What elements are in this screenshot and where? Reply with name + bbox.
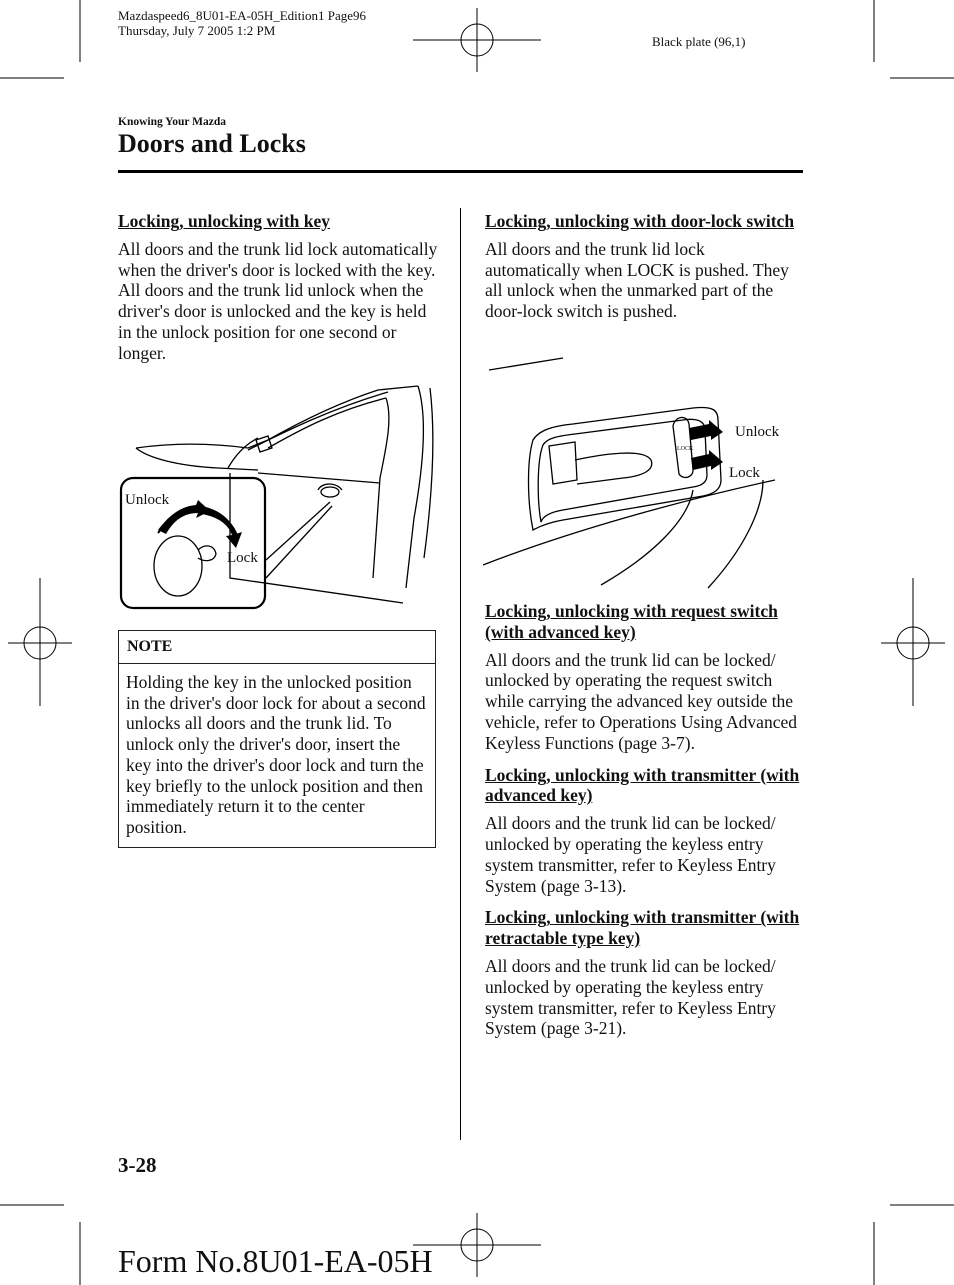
note-box: [118, 630, 436, 848]
figure-lock-label: Lock: [227, 550, 258, 566]
print-meta: [118, 8, 366, 38]
registration-mark-top: [413, 8, 541, 72]
note-body: Holding the key in the unlocked position in the driver's door lock for about a second unlocks all doors and the trunk lid. To unlock only the driver's door, insert the key into the driver's door lock and turn the key briefly to the unlock position and then immediately return it to the center position.: [126, 672, 426, 837]
body-transmitter-retractable: All doors and the trunk lid can be locked/ unlocked by operating the keyless entry system transmitter, refer to Keyless Entry System (page 3-21).: [485, 955, 776, 1039]
figure-unlock-label-right: Unlock: [735, 424, 780, 440]
print-meta-line2: Thursday, July 7 2005 1:2 PM: [118, 23, 276, 38]
column-divider: [460, 208, 461, 1140]
heading-transmitter-advanced: Locking, unlocking with transmitter (with advanced key): [485, 764, 800, 806]
figure-unlock-label: Unlock: [125, 492, 170, 508]
body-key: All doors and the trunk lid lock automatically when the driver's door is locked with the key. All doors and the trunk lid unlock when the driver's door is unlocked and the key is held in the unlock position for one second or longer.: [118, 238, 438, 363]
body-door-lock-switch: All doors and the trunk lid lock automatically when LOCK is pushed. They all unlock when the unmarked part of the door-lock switch is pushed.: [485, 238, 789, 322]
print-meta-line1: Mazdaspeed6_8U01-EA-05H_Edition1 Page96: [118, 8, 367, 23]
key-lock-illustration: [118, 378, 440, 613]
heading-transmitter-retractable: Locking, unlocking with transmitter (with retractable type key): [485, 907, 800, 949]
title-rule: [118, 170, 803, 173]
door-lock-switch-illustration: [483, 350, 803, 590]
plate-label: Black plate (96,1): [652, 34, 746, 49]
body-request-switch: All doors and the trunk lid can be locked/ unlocked by operating the request switch while carrying the advanced key outside the vehicle, refer to Operations Using Advanced Keyless Functions (page 3-7).: [485, 649, 797, 753]
heading-door-lock-switch: Locking, unlocking with door-lock switch: [485, 211, 795, 231]
section-label: Knowing Your Mazda: [118, 116, 226, 128]
registration-mark-left: [8, 578, 72, 706]
figure-lock-label-right: Lock: [729, 465, 760, 481]
switch-lock-text: LOCK: [677, 446, 694, 452]
left-column: [118, 211, 440, 375]
heading-key: Locking, unlocking with key: [118, 211, 330, 231]
heading-request-switch: Locking, unlocking with request switch (with advanced key): [485, 601, 778, 642]
note-label: NOTE: [119, 631, 435, 664]
right-column-top: [485, 211, 803, 333]
body-transmitter-advanced: All doors and the trunk lid can be locked/ unlocked by operating the keyless entry system transmitter, refer to Keyless Entry System (page 3-13).: [485, 813, 776, 896]
registration-mark-right: [881, 578, 945, 706]
right-column-bottom: [485, 601, 803, 1050]
page-number: 3-28: [118, 1153, 157, 1177]
form-number: Form No.8U01-EA-05H: [118, 1243, 433, 1279]
page-title: Doors and Locks: [118, 129, 306, 158]
